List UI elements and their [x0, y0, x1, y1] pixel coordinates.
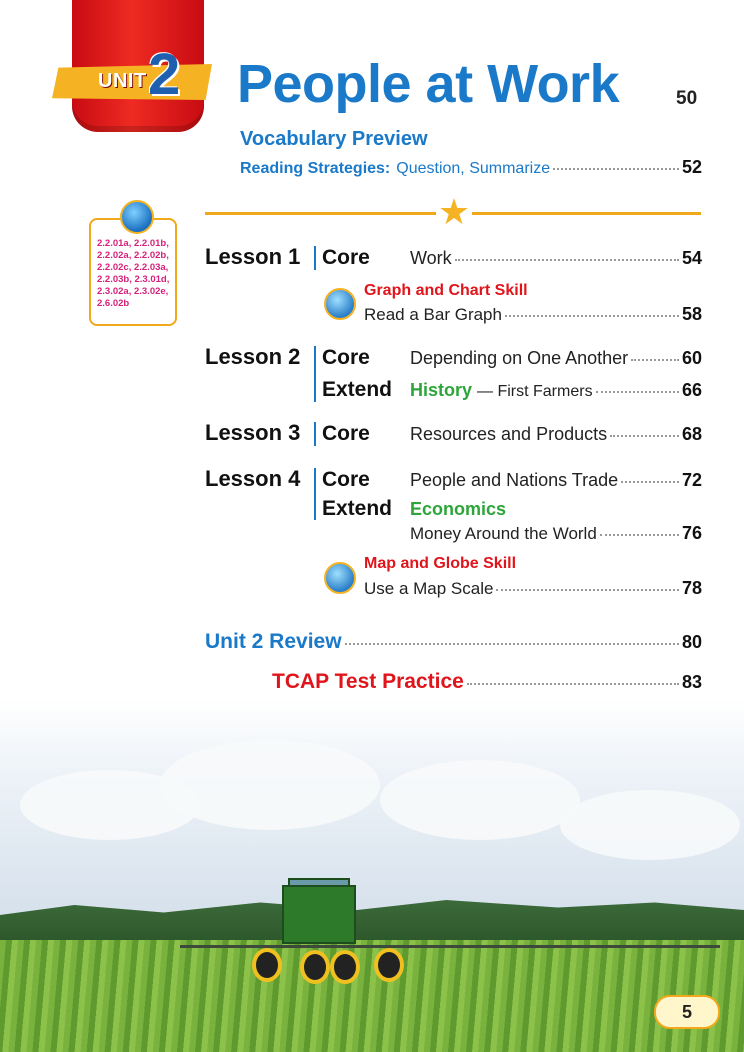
reading-strategies-row [240, 157, 702, 178]
unit-title-page: 50 [676, 88, 698, 109]
lesson-2-core: Core [322, 346, 370, 369]
unit-review-page: 80 [681, 632, 702, 652]
page-number: 5 [654, 995, 720, 1029]
tcap-page: 83 [681, 672, 702, 692]
lesson-2-core-title: Depending on One Another [410, 348, 629, 368]
tractor-wheel [252, 948, 282, 982]
lesson-2-label: Lesson 2 [205, 344, 301, 369]
reading-strategies-label: Reading Strategies: [240, 160, 391, 177]
lesson-4-label: Lesson 4 [205, 466, 301, 491]
lesson-2-extend: Extend [322, 378, 393, 401]
lesson-4-skill-title: Map and Globe Skill [364, 555, 517, 572]
tcap-entry[interactable] [272, 670, 702, 694]
lesson-1-skill-title: Graph and Chart Skill [364, 282, 528, 299]
lesson-4-core-entry[interactable] [410, 470, 702, 491]
lesson-3-core: Core [322, 422, 370, 445]
lesson-4-skill-entry[interactable] [364, 578, 702, 599]
lesson-4-skill-text: Use a Map Scale [364, 579, 494, 598]
lesson-4-core: Core [322, 468, 370, 491]
unit-title: People at Work [237, 54, 620, 114]
lesson-3-core-title: Resources and Products [410, 424, 608, 444]
leader-dots [553, 168, 679, 170]
lesson-1-core-title: Work [410, 248, 452, 268]
standards-text: 2.2.01a, 2.2.01b, 2.2.02a, 2.2.02b, 2.2.02c, 2.2.03a, 2.2.03b, 2.3.01d, 2.3.02a, 2.3.02e, 2.6.02b [97, 238, 170, 309]
lesson-1-skill-text: Read a Bar Graph [364, 305, 502, 324]
map-globe-skill-icon [324, 562, 356, 594]
lesson-1-core: Core [322, 246, 370, 269]
lesson-2-extend-subject: History [410, 380, 473, 400]
star-icon: ★ [437, 191, 471, 232]
vocabulary-preview: Vocabulary Preview [240, 128, 428, 150]
standards-box [89, 218, 177, 326]
lesson-1-skill-page: 58 [681, 304, 702, 324]
tcap-label: TCAP Test Practice [272, 670, 464, 693]
tractor-wheel [330, 950, 360, 984]
lesson-1-core-page: 54 [681, 248, 702, 268]
lesson-4-extend-subject: Economics [410, 499, 507, 519]
lesson-3-label: Lesson 3 [205, 420, 301, 445]
lesson-1-label: Lesson 1 [205, 244, 301, 269]
lesson-4-skill-page: 78 [681, 578, 702, 598]
unit-label: UNIT [98, 70, 147, 92]
graph-chart-skill-icon [324, 288, 356, 320]
lesson-2-core-entry[interactable] [410, 348, 702, 369]
unit-number: 2 [148, 42, 181, 107]
lesson-3-core-page: 68 [681, 424, 702, 444]
sprayer-boom [180, 945, 720, 948]
lesson-1-skill-entry[interactable] [364, 304, 702, 325]
lesson-2-core-page: 60 [681, 348, 702, 368]
unit-review-label: Unit 2 Review [205, 630, 342, 653]
lesson-2-extend-text: — First Farmers [477, 383, 593, 400]
lesson-2-extend-page: 66 [681, 380, 702, 400]
lesson-4-extend-text: Money Around the World [410, 524, 597, 543]
lesson-3-core-entry[interactable] [410, 424, 702, 445]
lesson-4-core-page: 72 [681, 470, 702, 490]
lesson-2-extend-entry[interactable] [410, 380, 702, 401]
lesson-4-extend-entry[interactable] [410, 523, 702, 544]
lesson-4-extend: Extend [322, 497, 393, 520]
crop-field [0, 940, 744, 1052]
globe-icon [120, 200, 154, 234]
reading-strategies-text: Question, Summarize [396, 160, 551, 177]
tractor-icon [282, 885, 356, 944]
reading-strategies-page: 52 [681, 157, 702, 177]
lesson-4-core-title: People and Nations Trade [410, 470, 619, 490]
tractor-wheel [374, 948, 404, 982]
lesson-1-core-entry[interactable] [410, 248, 702, 269]
tractor-wheel [300, 950, 330, 984]
unit-review-entry[interactable] [205, 630, 702, 654]
lesson-4-extend-page: 76 [681, 523, 702, 543]
